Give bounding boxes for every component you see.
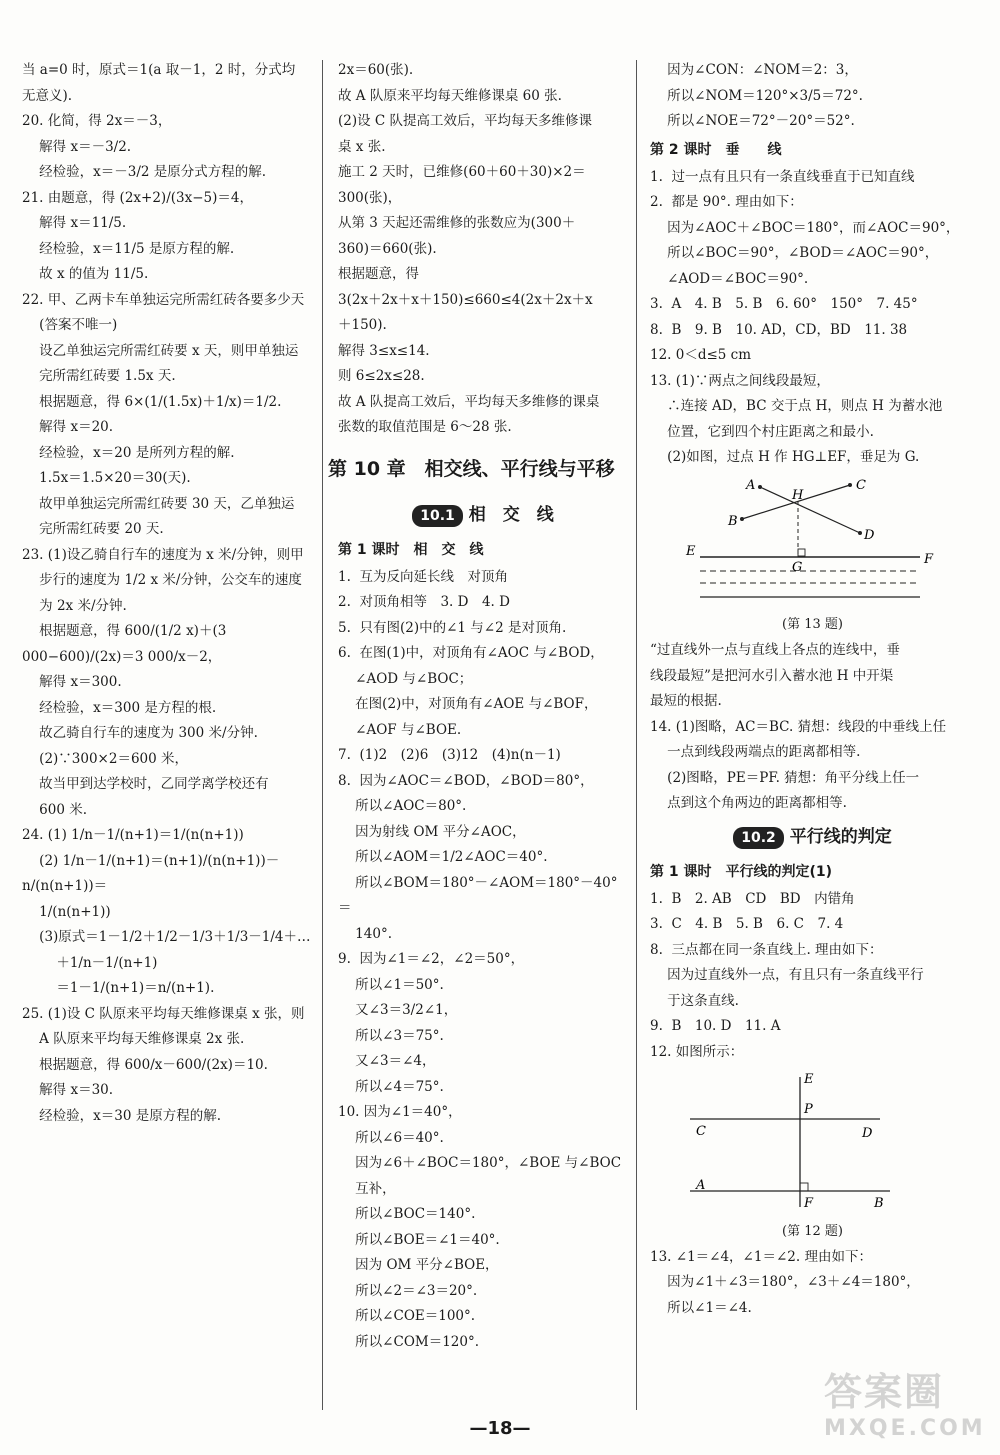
text-line: (2)图略，PE＝PF. 猜想：角平分线上任一 [650, 769, 920, 786]
label-e: E [804, 1072, 814, 1087]
text-line: 故 A 队原来平均每天维修课桌 60 张. [338, 87, 562, 104]
text-line: 解得 x＝30. [22, 1082, 114, 1098]
point-b [740, 517, 744, 521]
figure-13-diagram [650, 475, 970, 605]
text-line: 故甲单独运完所需红砖要 30 天，乙单独运 [22, 495, 295, 512]
text-line: ∠AOF 与∠BOE. [338, 721, 462, 738]
text-line: 解得 x＝20. [22, 419, 114, 435]
text-line: 根据题意，得 6×(1/(1.5x)＋1/x)＝1/2. [22, 393, 282, 410]
point-d [858, 531, 862, 535]
text-line: 所以∠NOE＝72°－20°＝52°. [650, 113, 855, 129]
text-line: 因为∠1＋∠3＝180°，∠3＋∠4＝180°， [650, 1274, 920, 1290]
text-line: 经检验，x＝30 是原方程的解. [22, 1107, 222, 1124]
right-angle-mark [798, 549, 805, 556]
text-line: 根据题意，得 600/(1/2 x)＋(3 000−600)/(2x)＝3 000/x－2， [22, 623, 231, 665]
text-line: 2x＝60(张). [338, 62, 414, 78]
figure-12-diagram [650, 1069, 970, 1211]
label-f: F [804, 1196, 814, 1211]
text-line: 步行的速度为 1/2 x 米/分钟，公交车的速度 [22, 572, 302, 588]
section-title: 平行线的判定 [789, 826, 892, 847]
text-line: (2)如图，过点 H 作 HG⊥EF，垂足为 G. [650, 449, 920, 465]
label-f: F [924, 551, 934, 567]
text-line: 解得 x＝－3/2. [22, 138, 132, 155]
text-line: 位置，它到四个村庄距离之和最小. [650, 423, 874, 440]
text-line: 9. B 10. D 11. A [650, 1018, 781, 1034]
text-line: 因为过直线外一点，有且只有一条直线平行 [650, 967, 924, 983]
label-g: G [792, 559, 803, 575]
label-p: P [804, 1102, 813, 1117]
label-d: D [862, 1126, 873, 1141]
text-line: 12. 0＜d≤5 cm [650, 347, 752, 363]
label-h: H [792, 487, 804, 503]
text-line: 13. ∠1＝∠4，∠1＝∠2. 理由如下： [650, 1248, 872, 1265]
label-b: B [728, 513, 738, 529]
text-line: 所以∠COE＝100°. [338, 1308, 476, 1324]
text-line: 所以∠AOC＝80°. [338, 798, 467, 814]
text-line: ＝1－1/(n+1)＝n/(n+1). [22, 980, 215, 996]
text-line: 1/(n(n+1)) [22, 903, 111, 920]
column-divider-1 [322, 60, 323, 1410]
text-line: 24. (1) 1/n－1/(n+1)＝1/(n(n+1)) [22, 827, 244, 843]
label-e: E [686, 543, 696, 559]
text-line: A 队原来平均每天维修课桌 2x 张. [22, 1031, 245, 1047]
text-line: (3)原式＝1－1/2＋1/2－1/3＋1/3－1/4＋… [22, 929, 311, 945]
text-line: 所以∠NOM＝120°×3/5＝72°. [650, 87, 863, 104]
lesson-heading: 第 1 课时 平行线的判定(1) [650, 863, 833, 880]
section-number: 10.2 [733, 827, 784, 849]
text-line: 完所需红砖要 1.5x 天. [22, 368, 176, 384]
text-line: 所以∠BOM＝180°－∠AOM＝180°－40°＝ [338, 874, 618, 916]
figure-13-caption: (第 13 题) [782, 617, 843, 632]
text-line: (2)∵300×2＝600 米， [22, 750, 189, 767]
text-line: 经检验，x＝－3/2 是原分式方程的解. [22, 164, 267, 180]
section-heading-10-2 [650, 817, 975, 857]
point-a [758, 485, 762, 489]
text-line: 所以∠BOC＝140°. [338, 1206, 476, 1222]
text-line: 因为 OM 平分∠BOE， [338, 1257, 499, 1273]
text-line: 所以∠BOC＝90°，∠BOD＝∠AOC＝90°， [650, 245, 939, 261]
text-line: 所以∠2＝∠3＝20°. [338, 1282, 478, 1299]
text-line: 8. 三点都在同一条直线上. 理由如下： [650, 941, 883, 958]
text-line: 因为∠6＋∠BOC＝180°，∠BOE 与∠BOC [338, 1155, 622, 1171]
text-line: 23. (1)设乙骑自行车的速度为 x 米/分钟，则甲 [22, 546, 304, 563]
text-line: 解得 3≤x≤14. [338, 342, 430, 359]
text-line: 所以∠3＝75°. [338, 1027, 444, 1044]
text-line: ∠AOD 与∠BOC； [338, 670, 473, 687]
text-line: 3. C 4. B 5. B 6. C 7. 4 [650, 916, 844, 932]
text-line: 故乙骑自行车的速度为 300 米/分钟. [22, 725, 258, 741]
text-line: 3(2x＋2x＋x＋150)≤660≤4(2x＋2x＋x [338, 291, 593, 308]
text-line: 在图(2)中，对顶角有∠AOE 与∠BOF， [338, 696, 598, 712]
text-line: 1. 过一点有且只有一条直线垂直于已知直线 [650, 168, 915, 185]
figure-12 [650, 1069, 975, 1243]
text-line: (2) 1/n－1/(n+1)＝(n+1)/(n(n+1))－n/(n(n+1))＝ [22, 852, 280, 894]
segment-ad [760, 487, 860, 533]
text-line: 点到这个角两边的距离都相等. [650, 795, 847, 811]
text-line: 互补， [338, 1180, 396, 1197]
text-line: (答案不唯一) [22, 317, 118, 333]
text-line: (2)设 C 队提高工效后，平均每天多维修课 [338, 113, 593, 129]
text-line: 22. 甲、乙两卡车单独运完所需红砖各要多少天 [22, 291, 305, 308]
text-line: 14. (1)图略，AC＝BC. 猜想：线段的中垂线上任 [650, 718, 947, 735]
text-line: 8. B 9. B 10. AD，CD，BD 11. 38 [650, 321, 908, 338]
text-line: 解得 x＝11/5. [22, 215, 127, 231]
column-3 [650, 58, 975, 1321]
watermark-url: MXQE.COM [824, 1416, 986, 1441]
text-line: 20. 化简，得 2x＝－3， [22, 113, 172, 129]
figure-13 [650, 475, 975, 637]
label-d: D [864, 527, 875, 543]
text-line: 故当甲到达学校时，乙同学离学校还有 [22, 776, 269, 792]
text-line: 2. 对顶角相等 3. D 4. D [338, 594, 510, 610]
text-line: ∠AOD＝∠BOC＝90°. [650, 270, 809, 287]
text-line: 300(张)， [338, 189, 402, 206]
watermark-text: 答案圈 [824, 1370, 945, 1414]
column-2 [328, 58, 628, 1355]
text-line: 25. (1)设 C 队原来平均每天维修课桌 x 张，则 [22, 1005, 305, 1022]
label-c: C [696, 1124, 706, 1139]
text-line: 1.5x＝1.5×20＝30(天). [22, 470, 191, 486]
text-line: 600 米. [22, 801, 88, 818]
text-line: 所以∠AOM＝1/2∠AOC＝40°. [338, 849, 548, 865]
text-line: 1. 互为反向延长线 对顶角 [338, 568, 508, 585]
text-line: 经检验，x＝11/5 是原方程的解. [22, 240, 235, 257]
text-line: 所以∠4＝75°. [338, 1078, 444, 1095]
text-line: 根据题意，得 [338, 266, 419, 282]
text-line: 解得 x＝300. [22, 674, 122, 690]
text-line: 21. 由题意，得 (2x+2)/(3x−5)＝4， [22, 189, 253, 206]
page-number: —18— [469, 1418, 531, 1439]
text-line: 根据题意，得 600/x－600/(2x)＝10. [22, 1056, 268, 1073]
text-line: 因为∠AOC＋∠BOC＝180°，而∠AOC＝90°， [650, 219, 960, 236]
text-line: 又∠3＝3/2∠1， [338, 1002, 458, 1018]
text-line: 又∠3＝∠4， [338, 1053, 436, 1069]
text-line: 因为射线 OM 平分∠AOC， [338, 823, 526, 840]
text-line: 2. 都是 90°. 理由如下： [650, 194, 803, 210]
text-line: 所以∠1＝∠4. [650, 1299, 752, 1316]
label-a: A [746, 477, 756, 493]
text-line: 所以∠BOE＝∠1＝40°. [338, 1231, 500, 1248]
section-title: 相 交 线 [468, 504, 554, 525]
text-line: 10. 因为∠1＝40°， [338, 1104, 462, 1120]
chapter-title: 第 10 章 相交线、平行线与平移 [328, 457, 615, 480]
text-line: 8. 因为∠AOC＝∠BOD，∠BOD＝80°， [338, 772, 594, 789]
text-line: 线段最短”是把河水引入蓄水池 H 中开渠 [650, 667, 894, 684]
text-line: ＋150). [338, 317, 387, 333]
column-1 [22, 58, 312, 1129]
lesson-heading: 第 1 课时 相 交 线 [338, 541, 484, 558]
text-line: 7. (1)2 (2)6 (3)12 (4)n(n－1) [338, 747, 561, 763]
column-divider-2 [636, 60, 637, 1410]
text-line: 9. 因为∠1＝∠2，∠2＝50°， [338, 951, 525, 967]
text-line: 完所需红砖要 20 天. [22, 521, 164, 537]
text-line: 13. (1)∵两点之间线段最短， [650, 372, 830, 389]
text-line: 所以∠6＝40°. [338, 1129, 444, 1146]
watermark-logo [824, 1361, 984, 1441]
text-line: 则 6≤2x≤28. [338, 368, 425, 384]
text-line: 经检验，x＝300 是方程的根. [22, 699, 217, 716]
text-line: 桌 x 张. [338, 138, 386, 155]
text-line: 设乙单独运完所需红砖要 x 天，则甲单独运 [22, 342, 299, 359]
text-line: 为 2x 米/分钟. [22, 597, 127, 614]
text-line: 从第 3 天起还需维修的张数应为(300＋ [338, 215, 576, 231]
text-line: 当 a=0 时，原式＝1(a 取－1，2 时，分式均 [22, 62, 296, 78]
label-c: C [856, 477, 866, 493]
text-line: 无意义). [22, 87, 73, 104]
text-line: 5. 只有图(2)中的∠1 与∠2 是对顶角. [338, 619, 567, 636]
text-line: 因为∠CON：∠NOM＝2：3， [650, 62, 858, 78]
text-line: 3. A 4. B 5. B 6. 60° 150° 7. 45° [650, 296, 918, 312]
text-line: 一点到线段两端点的距离都相等. [650, 744, 861, 760]
text-line: 360)＝660(张). [338, 240, 437, 257]
text-line: ∴连接 AD，BC 交于点 H，则点 H 为蓄水池 [650, 398, 943, 414]
text-line: 140°. [338, 925, 392, 942]
text-line: 6. 在图(1)中，对顶角有∠AOC 与∠BOD， [338, 645, 604, 661]
text-line: 故 A 队提高工效后，平均每天多维修的课桌 [338, 393, 600, 410]
text-line: 1. B 2. AB CD BD 内错角 [650, 890, 855, 907]
text-line: 经检验，x＝20 是所列方程的解. [22, 444, 235, 461]
figure-12-caption: (第 12 题) [782, 1223, 843, 1239]
text-line: 施工 2 天时，已维修(60＋60＋30)×2＝ [338, 164, 586, 180]
section-heading-10-1 [338, 495, 628, 535]
lesson-heading: 第 2 课时 垂 线 [650, 141, 782, 158]
text-line: 最短的根据. [650, 693, 722, 709]
text-line: 于这条直线. [650, 992, 739, 1009]
text-line: 所以∠1＝50°. [338, 976, 444, 993]
text-line: 所以∠COM＝120°. [338, 1333, 480, 1350]
text-line: 故 x 的值为 11/5. [22, 266, 149, 282]
text-line: 12. 如图所示： [650, 1043, 744, 1060]
text-line: 张数的取值范围是 6～28 张. [338, 419, 512, 435]
text-line: ＋1/n－1/(n+1) [22, 954, 158, 971]
right-angle-mark [800, 1183, 808, 1191]
label-a: A [696, 1178, 706, 1193]
label-b: B [874, 1196, 884, 1211]
section-number: 10.1 [412, 505, 463, 527]
point-c [848, 483, 852, 487]
text-line: “过直线外一点与直线上各点的连线中，垂 [650, 642, 900, 658]
